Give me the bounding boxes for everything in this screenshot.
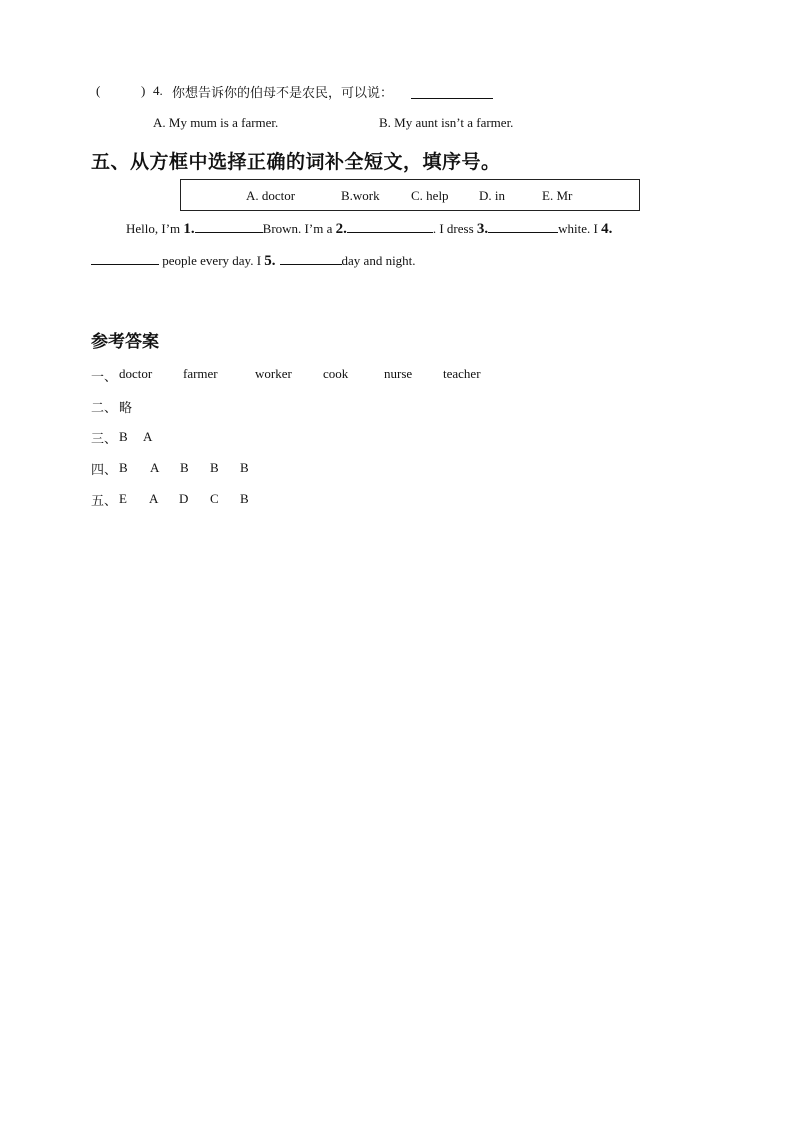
word-b: B.work bbox=[341, 188, 380, 203]
option-b: B. My aunt isn’t a farmer. bbox=[379, 115, 514, 130]
answer-item: B bbox=[180, 460, 189, 475]
blank-4[interactable] bbox=[91, 252, 159, 265]
answer-item: A bbox=[149, 491, 159, 506]
passage-text: white. I bbox=[558, 221, 602, 236]
passage-text: Hello, I’m bbox=[126, 221, 184, 236]
answer-item: nurse bbox=[384, 366, 413, 381]
answer-item: A bbox=[143, 429, 153, 444]
paren-open: ( bbox=[96, 83, 101, 98]
answer-item: B bbox=[119, 429, 128, 444]
question-number: 4. bbox=[153, 83, 163, 98]
answer-label: 四、 bbox=[91, 463, 118, 478]
blank-number: 1. bbox=[183, 221, 195, 237]
word-c: C. help bbox=[411, 188, 449, 203]
answer-item: B bbox=[119, 460, 128, 475]
passage-text: day and night. bbox=[341, 253, 416, 268]
answer-label: 五、 bbox=[91, 494, 118, 509]
passage-text: Brown. I’m a bbox=[262, 221, 336, 236]
answer-item: teacher bbox=[443, 366, 481, 381]
answer-item: E bbox=[119, 491, 127, 506]
word-e: E. Mr bbox=[542, 188, 573, 203]
answer-item: farmer bbox=[183, 366, 218, 381]
answer-blank[interactable] bbox=[411, 86, 493, 99]
answer-label: 一、 bbox=[91, 370, 118, 385]
answer-item: B bbox=[240, 460, 249, 475]
blank-number: 5. bbox=[264, 253, 276, 269]
blank-number: 2. bbox=[335, 221, 347, 237]
question-prompt: 你想告诉你的伯母不是农民，可以说： bbox=[172, 86, 394, 101]
blank-1[interactable] bbox=[195, 220, 263, 233]
answer-item: doctor bbox=[119, 366, 153, 381]
answer-item: cook bbox=[323, 366, 349, 381]
answer-item: D bbox=[179, 491, 189, 506]
answer-item: B bbox=[240, 491, 249, 506]
passage-line-1 bbox=[126, 220, 612, 238]
word-box bbox=[180, 179, 640, 211]
blank-number: 3. bbox=[476, 221, 489, 237]
answer-item: worker bbox=[255, 366, 292, 381]
blank-2[interactable] bbox=[347, 220, 433, 233]
answer-item: C bbox=[210, 491, 219, 506]
blank-number: 4. bbox=[601, 221, 613, 237]
word-a: A. doctor bbox=[246, 188, 296, 203]
section-5-heading: 五、从方框中选择正确的词补全短文，填序号。 bbox=[91, 151, 501, 173]
answer-item: A bbox=[150, 460, 160, 475]
option-a: A. My mum is a farmer. bbox=[153, 115, 279, 130]
passage-text: people every day. I bbox=[159, 253, 265, 268]
paren-close: ) bbox=[141, 83, 146, 98]
blank-3[interactable] bbox=[488, 220, 558, 233]
word-d: D. in bbox=[479, 188, 505, 203]
answer-item: 略 bbox=[119, 401, 133, 416]
answers-title: 参考答案 bbox=[91, 332, 159, 352]
answer-label: 二、 bbox=[91, 401, 118, 416]
blank-5[interactable] bbox=[280, 252, 342, 265]
answer-label: 三、 bbox=[91, 432, 118, 447]
passage-line-2 bbox=[91, 252, 416, 270]
answer-item: B bbox=[210, 460, 219, 475]
passage-text: . I dress bbox=[432, 221, 477, 236]
